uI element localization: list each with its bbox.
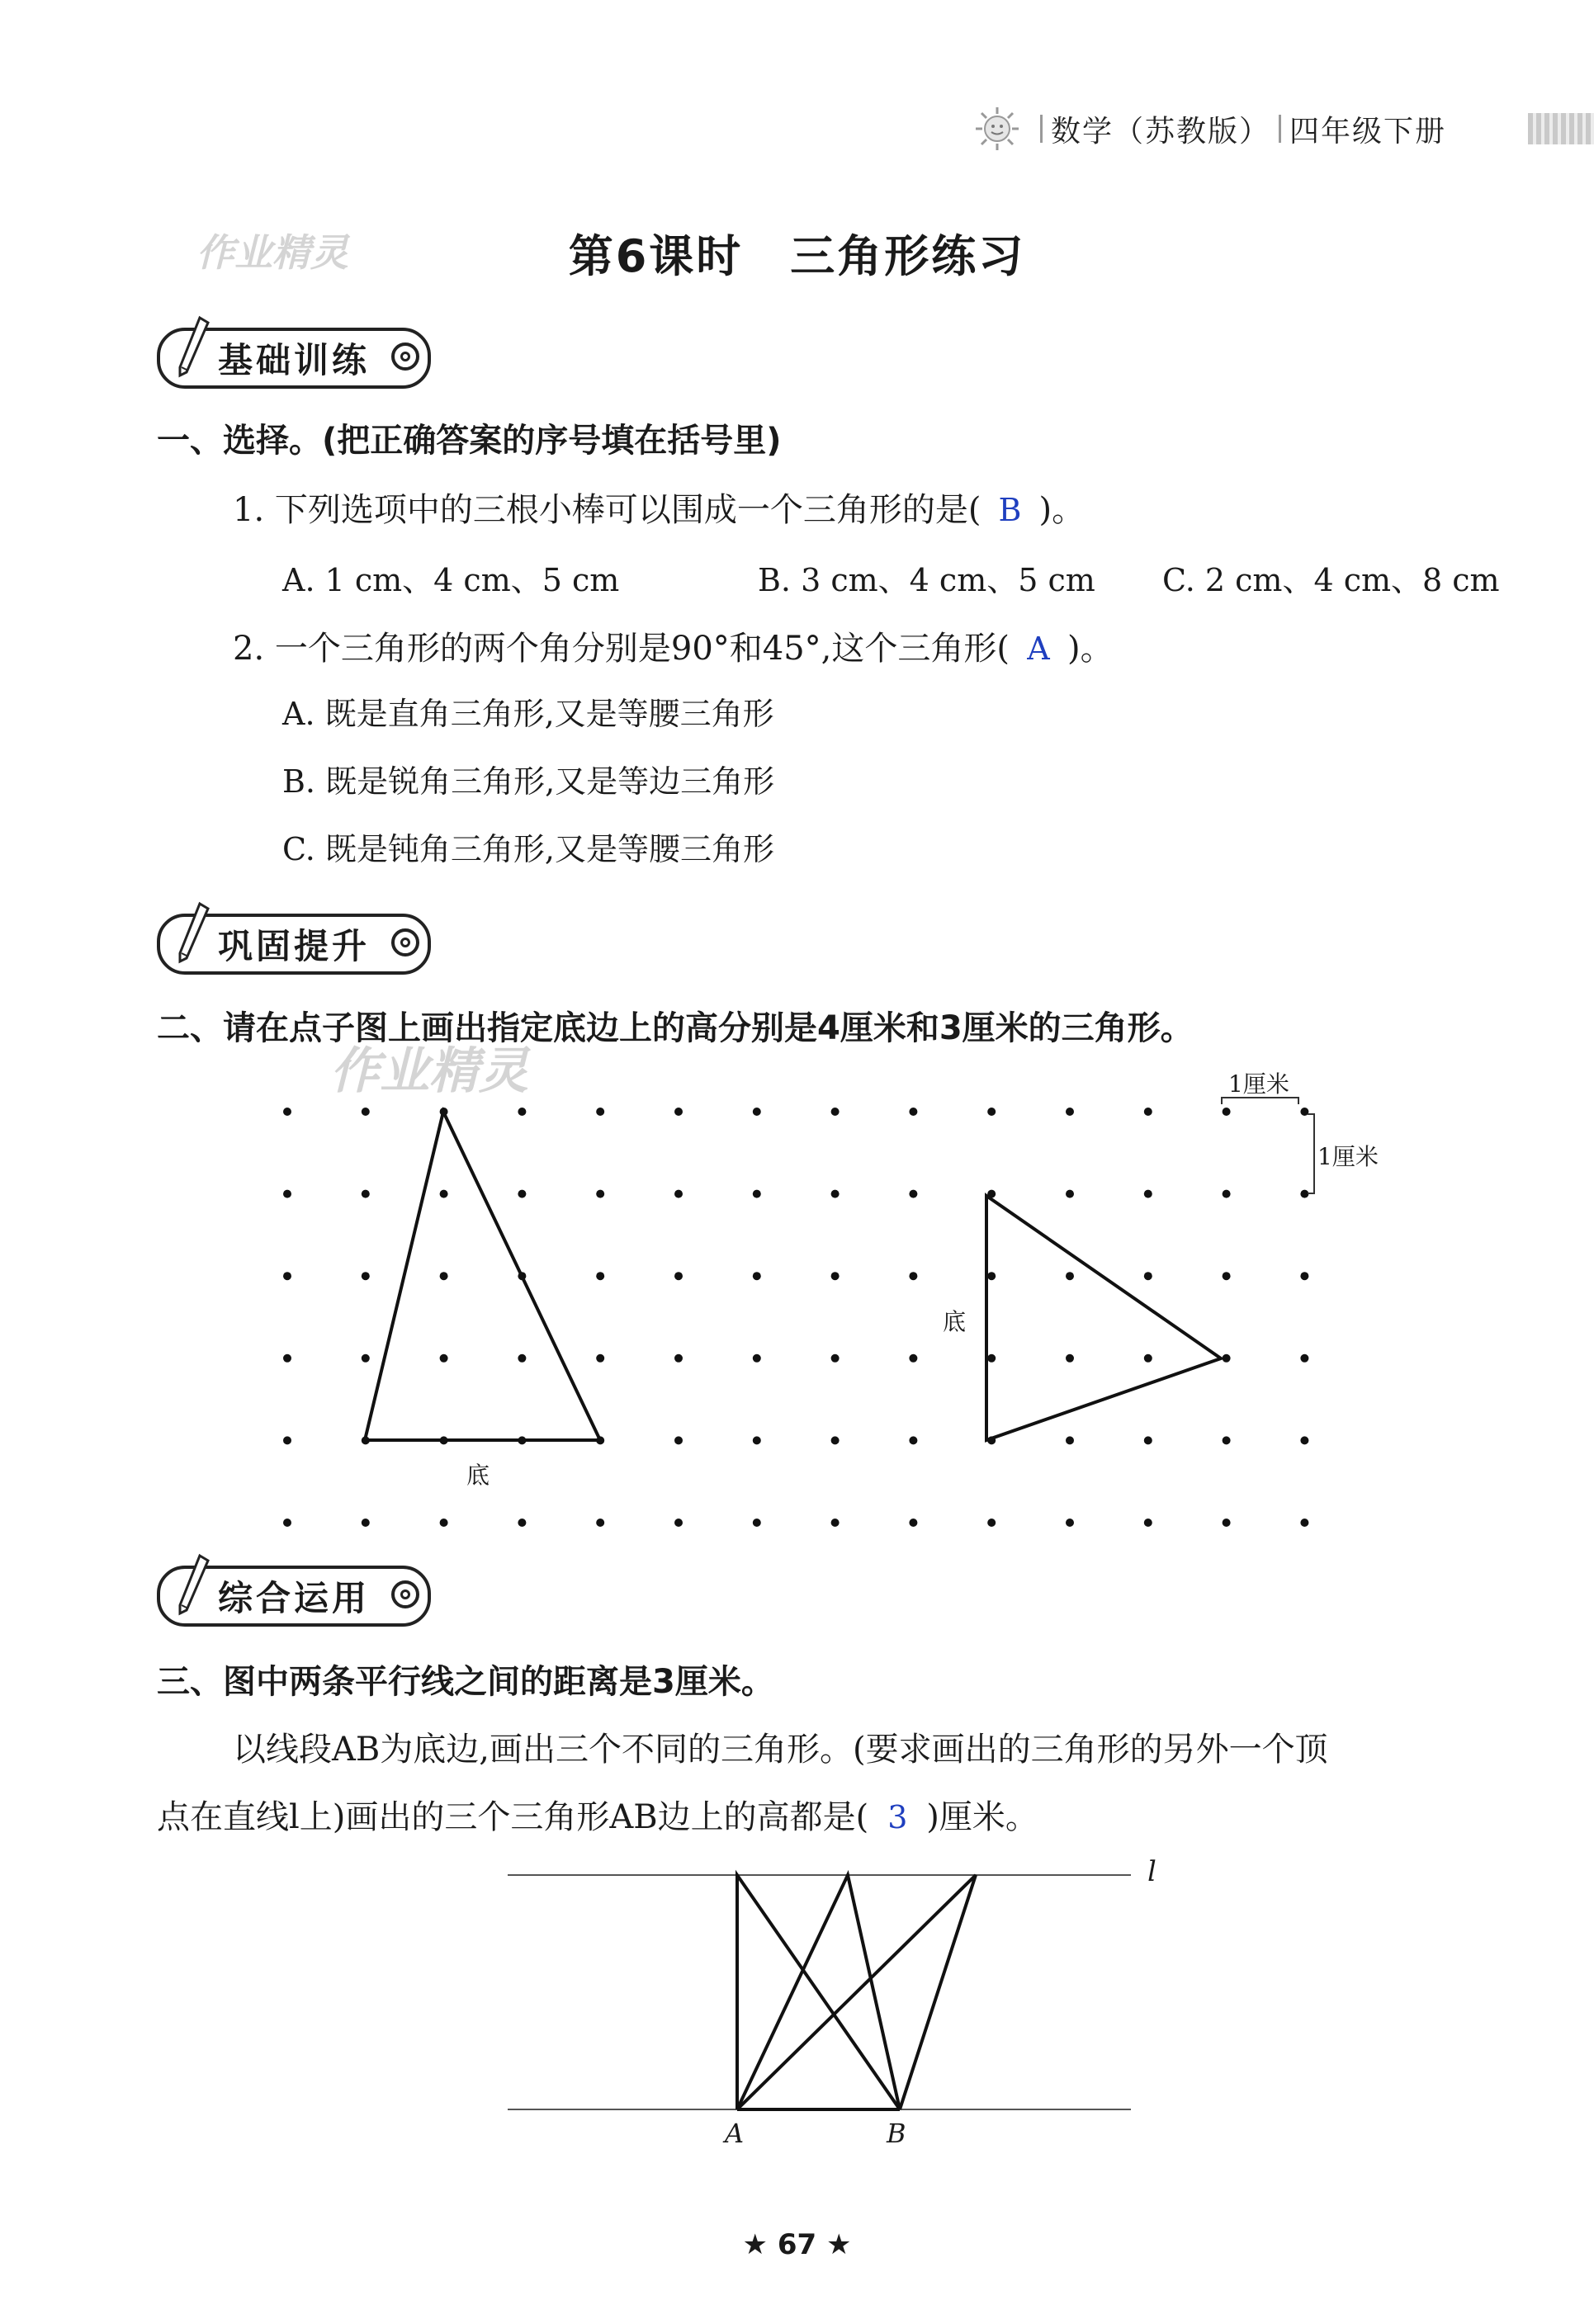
base-label-2: 底: [943, 1308, 967, 1335]
q2-option-c: C. 既是钝角三角形,又是等腰三角形: [282, 831, 774, 867]
header-grade: 四年级下册: [1289, 114, 1447, 149]
label-a: A: [725, 2118, 745, 2149]
q1-option-b: B. 3 cm、4 cm、5 cm: [758, 562, 1095, 598]
label-l: l: [1147, 1855, 1156, 1888]
lesson-title: 第6课时 三角形练习: [568, 230, 1026, 282]
part3-line1: 以线段AB为底边,画出三个不同的三角形。(要求画出的三角形的另外一个顶: [233, 1731, 1328, 1769]
q2-stem-end: )。: [1067, 630, 1114, 668]
part3-answer: 3: [887, 1799, 908, 1835]
star-icon: ★: [816, 2228, 852, 2261]
star-icon: ★: [742, 2228, 778, 2261]
part3-line2-text: 点在直线l上)画出的三个三角形AB边上的高都是(: [157, 1798, 869, 1836]
part1-heading: 一、选择。(把正确答案的序号填在括号里): [157, 422, 782, 460]
section-title: 综合运用: [218, 1578, 371, 1618]
page-number: [0, 2228, 1594, 2261]
q2-option-b: B. 既是锐角三角形,又是等边三角形: [282, 763, 775, 800]
unit-label-vertical: 1厘米: [1317, 1143, 1379, 1170]
q2-stem-text: 2. 一个三角形的两个角分别是90°和45°,这个三角形(: [233, 630, 1010, 668]
q1-stem-text: 1. 下列选项中的三根小棒可以围成一个三角形的是(: [233, 491, 981, 529]
q2-answer: A: [1027, 631, 1050, 667]
label-b: B: [887, 2118, 906, 2149]
watermark: 作业精灵: [330, 1042, 528, 1100]
section-title: 基础训练: [218, 340, 371, 380]
q1-answer: B: [998, 492, 1022, 528]
header-subject: 数学（苏教版）: [1051, 114, 1271, 149]
part2-heading: 二、请在点子图上画出指定底边上的高分别是4厘米和3厘米的三角形。: [157, 1009, 1194, 1047]
q1-stem-end: )。: [1038, 491, 1086, 529]
q1-option-a: A. 1 cm、4 cm、5 cm: [282, 562, 620, 598]
q1-option-c: C. 2 cm、4 cm、8 cm: [1162, 562, 1500, 598]
page-number-value: 67: [777, 2228, 817, 2261]
unit-label-horizontal: 1厘米: [1228, 1070, 1289, 1098]
section-title: 巩固提升: [218, 926, 371, 966]
watermark: 作业精灵: [196, 230, 348, 275]
q2-option-a: A. 既是直角三角形,又是等腰三角形: [282, 696, 774, 732]
base-label-1: 底: [466, 1462, 490, 1489]
part3-line2-end: )厘米。: [926, 1798, 1038, 1836]
part3-heading: 三、图中两条平行线之间的距离是3厘米。: [157, 1663, 774, 1701]
